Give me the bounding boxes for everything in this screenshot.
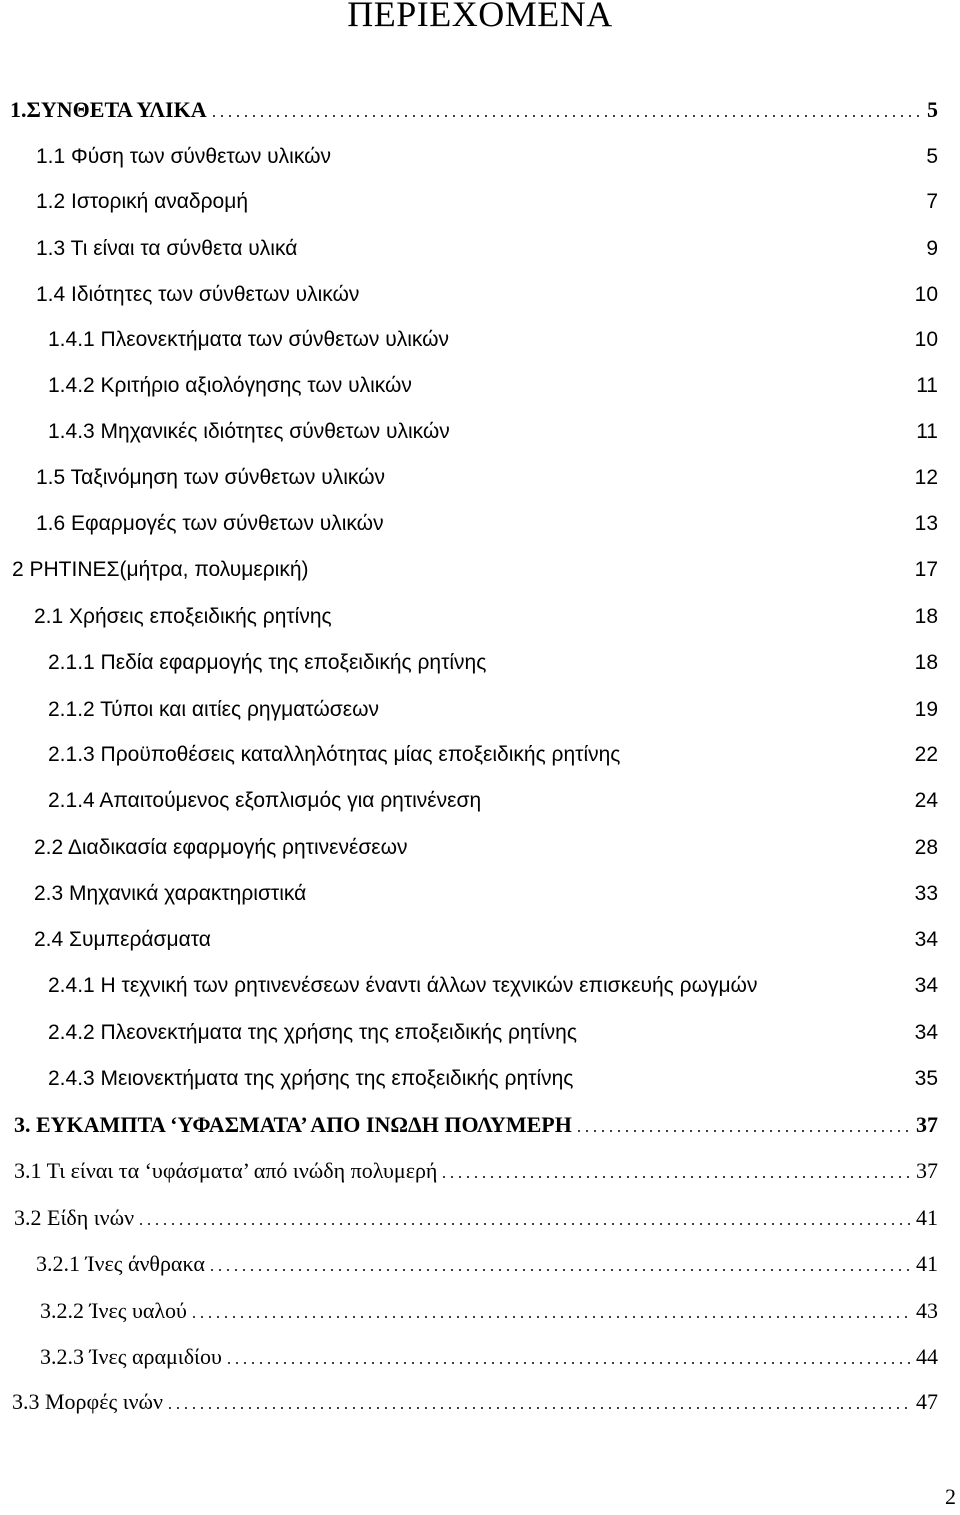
- toc-entry-label: 2 ΡΗΤΙΝΕΣ(μήτρα, πολυμερική): [12, 558, 309, 581]
- toc-entry-page: 43: [916, 1298, 938, 1323]
- toc-leader: [440, 1176, 913, 1178]
- toc-entry-label: 1.4.2 Κριτήριο αξιολόγησης των υλικών: [48, 374, 412, 397]
- toc-entry-label: 2.4.2 Πλεονεκτήματα της χρήσης της εποξειδικής ρητίνης: [48, 1021, 577, 1044]
- toc-leader: [760, 990, 911, 993]
- toc-entry[interactable]: [48, 326, 938, 354]
- toc-entry[interactable]: [34, 880, 938, 908]
- toc-entry-label: 3.2.2 Ίνες υαλού: [40, 1298, 187, 1323]
- toc-entry-label: 3. ΕΥΚΑΜΠΤΑ ‘ΥΦΑΣΜΑΤΑ’ ΑΠΟ ΙΝΩΔΗ ΠΟΛΥΜΕΡΗ: [14, 1112, 572, 1137]
- toc-entry[interactable]: [36, 464, 938, 492]
- toc-leader: [208, 1269, 913, 1271]
- toc-entry[interactable]: [36, 510, 938, 538]
- toc-entry-page: 10: [914, 283, 938, 306]
- toc-entry-label: 3.1 Τι είναι τα ‘υφάσματα’ από ινώδη πολυμερή: [14, 1158, 438, 1183]
- toc-entry-label: 1.ΣΥΝΘΕΤΑ ΥΛΙΚΑ: [10, 97, 207, 122]
- toc-entry-page: 18: [914, 651, 938, 674]
- toc-entry-page: 5: [927, 97, 938, 122]
- toc-entry-page: 34: [914, 1021, 938, 1044]
- toc-entry-page: 24: [914, 789, 938, 812]
- toc-entry-page: 12: [914, 466, 938, 489]
- toc-entry[interactable]: [36, 235, 938, 263]
- toc-entry[interactable]: [48, 649, 938, 677]
- toc-entry-label: 1.4.1 Πλεονεκτήματα των σύνθετων υλικών: [48, 328, 450, 351]
- toc-entry-label: 1.6 Εφαρμογές των σύνθετων υλικών: [36, 512, 384, 535]
- page-title: ΠΕΡΙΕΧΟΜΕΝΑ: [347, 0, 613, 34]
- toc-entry-label: 1.5 Ταξινόμηση των σύνθετων υλικών: [36, 466, 386, 489]
- toc-leader: [166, 1407, 913, 1409]
- toc-leader: [334, 161, 923, 164]
- toc-entry-label: 3.3 Μορφές ινών: [12, 1389, 163, 1414]
- toc-leader: [309, 898, 911, 901]
- toc-entry[interactable]: [34, 834, 938, 862]
- toc-entry-label: 1.2 Ιστορική αναδρομή: [36, 190, 248, 213]
- toc-leader: [452, 344, 912, 347]
- toc-entry-page: 19: [914, 698, 938, 721]
- toc-entry[interactable]: [34, 603, 938, 631]
- toc-entry-label: 1.4.3 Μηχανικές ιδιότητες σύνθετων υλικών: [48, 420, 450, 443]
- toc-entry-page: 7: [926, 190, 938, 213]
- toc-leader: [623, 759, 911, 762]
- toc-entry[interactable]: [36, 281, 938, 309]
- toc-entry-label: 2.1 Χρήσεις εποξειδικής ρητίνης: [34, 605, 332, 628]
- toc-entry-label: 1.4 Ιδιότητες των σύνθετων υλικών: [36, 283, 360, 306]
- toc-entry-page: 35: [914, 1067, 938, 1090]
- toc-leader: [190, 1316, 913, 1318]
- toc-entry-label: 2.1.3 Προϋποθέσεις καταλληλότητας μίας εποξειδικής ρητίνης: [48, 743, 621, 766]
- toc-leader: [489, 667, 911, 670]
- toc-leader: [362, 299, 911, 302]
- toc-entry-label: 3.2 Είδη ινών: [14, 1205, 135, 1230]
- toc-entry[interactable]: [14, 1111, 938, 1139]
- toc-entry[interactable]: [48, 787, 938, 815]
- toc-entry[interactable]: [40, 1343, 938, 1371]
- toc-entry-page: 34: [914, 974, 938, 997]
- toc-entry-label: 2.1.2 Τύποι και αιτίες ρηγματώσεων: [48, 698, 379, 721]
- toc-entry[interactable]: [48, 372, 938, 400]
- toc-entry[interactable]: [36, 1250, 938, 1278]
- toc-entry-label: 1.1 Φύση των σύνθετων υλικών: [36, 145, 331, 168]
- toc-entry-label: 2.1.4 Απαιτούμενος εξοπλισμός για ρητινένεση: [48, 789, 482, 812]
- toc-entry-page: 17: [914, 558, 938, 581]
- toc-entry[interactable]: [14, 1157, 938, 1185]
- toc-entry-page: 33: [914, 882, 938, 905]
- toc-entry-page: 44: [916, 1344, 938, 1369]
- toc-entry-page: 5: [926, 145, 938, 168]
- toc-leader: [576, 1083, 911, 1086]
- toc-entry-page: 28: [914, 836, 938, 859]
- toc-leader: [484, 805, 911, 808]
- toc-entry-page: 18: [914, 605, 938, 628]
- toc-entry-label: 2.1.1 Πεδία εφαρμογής της εποξειδικής ρητίνης: [48, 651, 487, 674]
- toc-entry[interactable]: [48, 1019, 938, 1047]
- toc-entry[interactable]: [14, 1204, 938, 1232]
- toc-entry-label: 3.2.1 Ίνες άνθρακα: [36, 1251, 205, 1276]
- toc-leader: [300, 253, 923, 256]
- toc-entry-page: 13: [914, 512, 938, 535]
- toc-entry-page: 22: [914, 743, 938, 766]
- toc-entry[interactable]: [36, 188, 938, 216]
- toc-leader: [251, 206, 923, 209]
- toc-entry-page: 11: [916, 420, 938, 443]
- toc-leader: [388, 482, 912, 485]
- toc-leader: [214, 944, 912, 947]
- toc-leader: [137, 1223, 913, 1225]
- toc-entry-label: 2.4 Συμπεράσματα: [34, 928, 211, 951]
- toc-leader: [387, 528, 912, 531]
- toc-entry-page: 37: [916, 1112, 938, 1137]
- toc-leader: [453, 436, 913, 439]
- toc-leader: [312, 574, 912, 577]
- toc-entry[interactable]: [12, 1388, 938, 1416]
- toc-entry-page: 10: [914, 328, 938, 351]
- toc-entry-label: 1.3 Τι είναι τα σύνθετα υλικά: [36, 237, 298, 260]
- toc-leader: [575, 1130, 913, 1132]
- toc-entry[interactable]: [34, 926, 938, 954]
- toc-entry[interactable]: [48, 418, 938, 446]
- toc-entry-page: 9: [926, 237, 938, 260]
- toc-leader: [382, 714, 912, 717]
- toc-entry-page: 11: [916, 374, 938, 397]
- page-number: 2: [945, 1484, 956, 1509]
- toc-entry-label: 2.2 Διαδικασία εφαρμογής ρητινενέσεων: [34, 836, 408, 859]
- toc-entry-label: 2.3 Μηχανικά χαρακτηριστικά: [34, 882, 307, 905]
- toc-entry[interactable]: [48, 741, 938, 769]
- toc-leader: [210, 115, 924, 117]
- toc-entry[interactable]: [48, 1065, 938, 1093]
- toc-entry-label: 3.2.3 Ίνες αραμιδίου: [40, 1344, 222, 1369]
- toc-entry[interactable]: [48, 972, 938, 1000]
- toc-entry-page: 41: [916, 1205, 938, 1230]
- toc-entry[interactable]: [48, 696, 938, 724]
- toc-entry[interactable]: [36, 143, 938, 171]
- toc-entry[interactable]: [40, 1297, 938, 1325]
- toc-leader: [411, 852, 912, 855]
- toc-entry-label: 2.4.1 Η τεχνική των ρητινενέσεων έναντι άλλων τεχνικών επισκευής ρωγμών: [48, 974, 758, 997]
- toc-entry[interactable]: [12, 556, 938, 584]
- toc-entry-page: 37: [916, 1158, 938, 1183]
- toc-entry-page: 34: [914, 928, 938, 951]
- toc-entry[interactable]: [10, 96, 938, 124]
- toc-entry-page: 47: [916, 1389, 938, 1414]
- toc-leader: [415, 390, 913, 393]
- toc-leader: [580, 1037, 912, 1040]
- toc-leader: [335, 621, 912, 624]
- toc-entry-page: 41: [916, 1251, 938, 1276]
- toc-leader: [225, 1362, 913, 1364]
- toc-entry-label: 2.4.3 Μειονεκτήματα της χρήσης της εποξειδικής ρητίνης: [48, 1067, 574, 1090]
